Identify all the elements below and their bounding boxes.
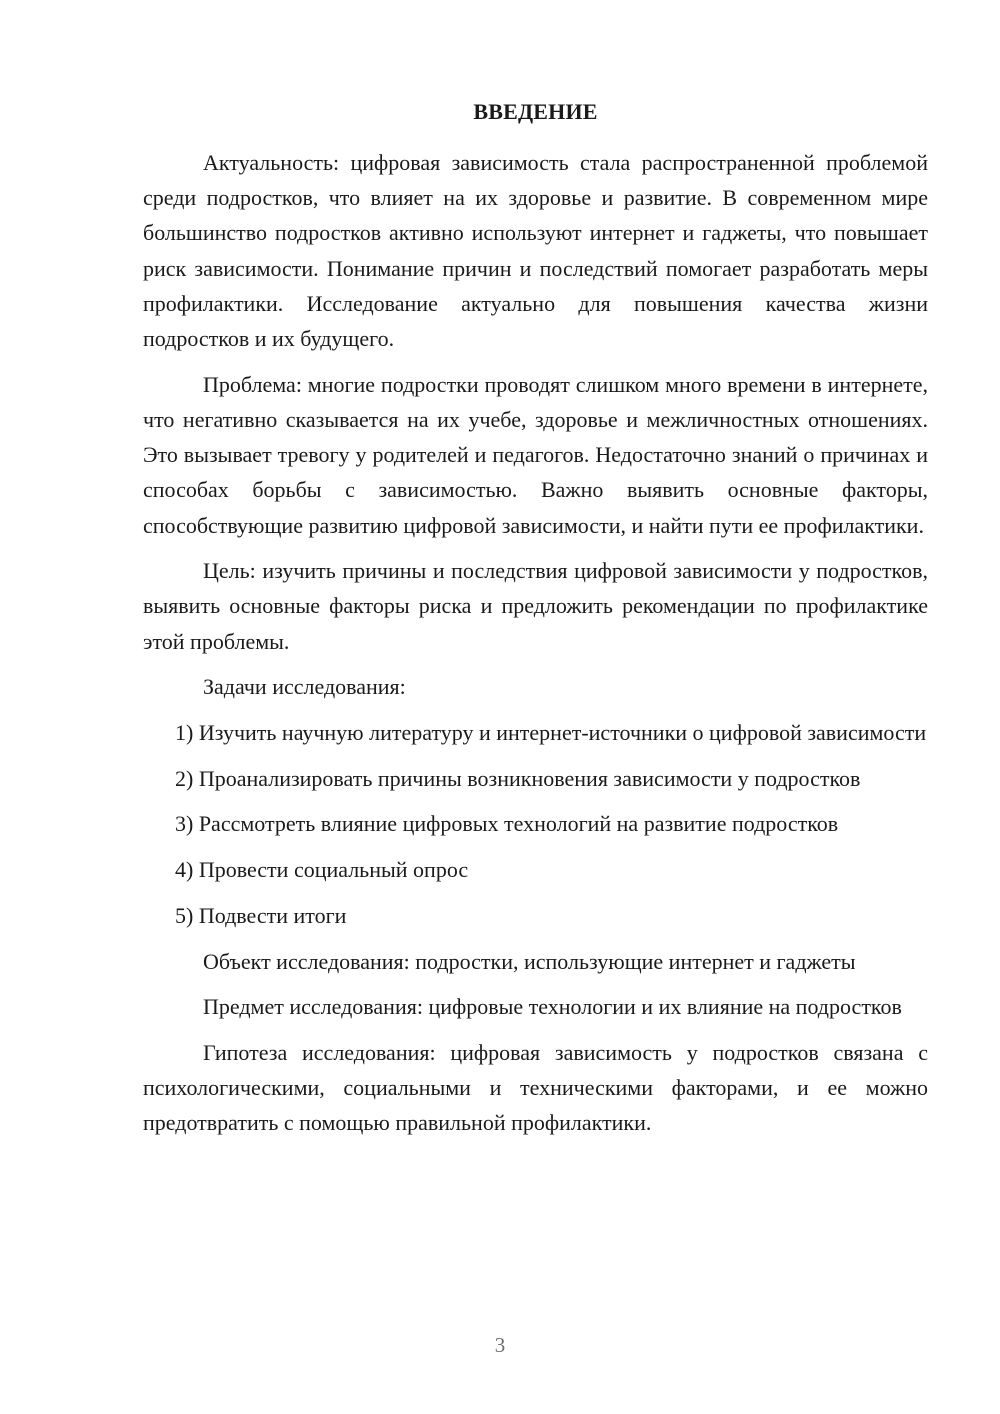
task-item-2: 2) Проанализировать причины возникновения зависимости у подростков <box>175 765 861 791</box>
hypothesis-paragraph: Гипотеза исследования: цифровая зависимость у подростков связана с психологическими, социальными и техническими факторами, и ее можно предотвратить с помощью правильной профилактики. <box>143 1039 928 1136</box>
subject-paragraph: Предмет исследования: цифровые технологии и их влияние на подростков <box>203 994 902 1020</box>
task-item-3: 3) Рассмотреть влияние цифровых технологий на развитие подростков <box>175 811 839 837</box>
task-item-5: 5) Подвести итоги <box>175 902 347 928</box>
document-page <box>143 94 928 1141</box>
relevance-paragraph: Актуальность: цифровая зависимость стала распространенной проблемой среди подростков, что влияет на их здоровье и развитие. В современном мире большинство подростков активно используют интернет и гаджеты, что повышает риск зависимости. Понимание причин и последствий помогает разработать меры профилактики. Исследование актуально для повышения качества жизни подростков и их будущего. <box>143 150 928 352</box>
page-title: ВВЕДЕНИЕ <box>473 99 598 124</box>
task-item-4: 4) Провести социальный опрос <box>175 857 469 883</box>
task-item-1: 1) Изучить научную литературу и интернет-источники о цифровой зависимости <box>175 720 927 746</box>
object-paragraph: Объект исследования: подростки, использующие интернет и гаджеты <box>203 948 856 974</box>
goal-paragraph: Цель: изучить причины и последствия цифровой зависимости у подростков, выявить основные факторы риска и предложить рекомендации по профилактике этой проблемы. <box>143 558 928 654</box>
page-number: 3 <box>494 1333 506 1357</box>
tasks-heading: Задачи исследования: <box>203 674 406 700</box>
problem-paragraph: Проблема: многие подростки проводят слишком много времени в интернете, что негативно сказывается на их учебе, здоровье и межличностных отношениях. Это вызывает тревогу у родителей и педагогов. Недостаточно знаний о причинах и способах борьбы с зависимостью. Важно выявить основные факторы, способствующие развитию цифровой зависимости, и найти пути ее профилактики. <box>143 371 928 538</box>
